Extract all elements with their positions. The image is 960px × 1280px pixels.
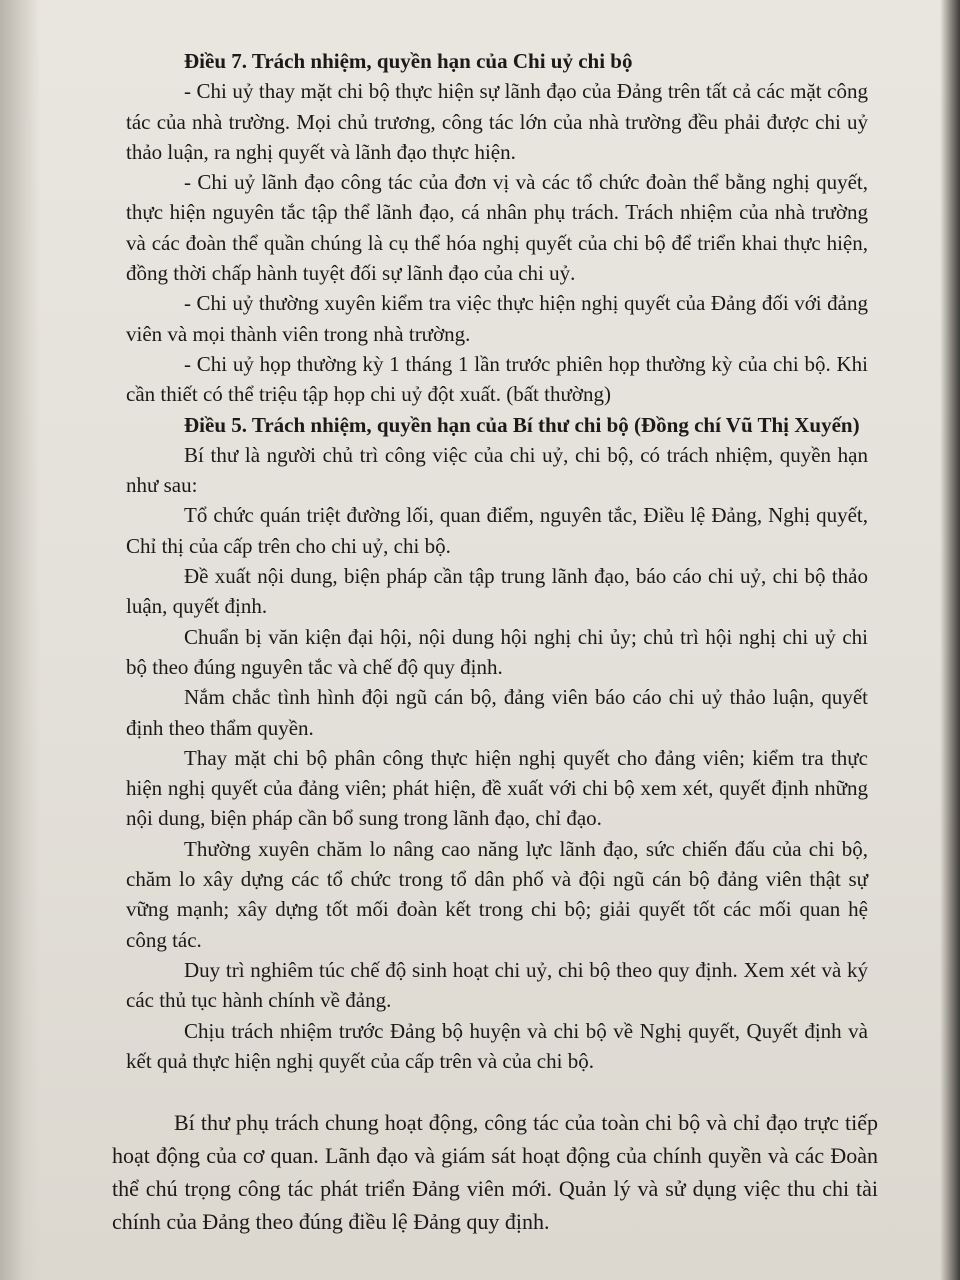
page-right-shadow bbox=[940, 0, 960, 1280]
article-7-item: - Chi uỷ thay mặt chi bộ thực hiện sự lãnh đạo của Đảng trên tất cả các mặt công tác của nhà trường. Mọi chủ trương, công tác lớn của nhà trường đều phải được chi uỷ thảo luận, ra nghị quyết và lãnh đạo thực hiện. bbox=[126, 79, 868, 164]
article-5-item: Chuẩn bị văn kiện đại hội, nội dung hội nghị chi ủy; chủ trì hội nghị chi uỷ chi bộ theo đúng nguyên tắc và chế độ quy định. bbox=[126, 624, 868, 679]
article-7-item: - Chi uỷ họp thường kỳ 1 tháng 1 lần trước phiên họp thường kỳ của chi bộ. Khi cần thiết có thể triệu tập họp chi uỷ đột xuất. (bất thường) bbox=[126, 351, 868, 407]
article-7-heading: Điều 7. Trách nhiệm, quyền hạn của Chi uỷ chi bộ bbox=[184, 49, 633, 73]
article-7-item: - Chi uỷ thường xuyên kiểm tra việc thực hiện nghị quyết của Đảng đối với đảng viên và mọi thành viên trong nhà trường. bbox=[126, 291, 868, 346]
article-5-item: Duy trì nghiêm túc chế độ sinh hoạt chi uỷ, chi bộ theo quy định. Xem xét và ký các thủ tục hành chính về đảng. bbox=[126, 957, 868, 1013]
article-5-intro: Bí thư là người chủ trì công việc của chi uỷ, chi bộ, có trách nhiệm, quyền hạn như sau: bbox=[126, 442, 868, 498]
article-5-item: Tổ chức quán triệt đường lối, quan điểm, nguyên tắc, Điều lệ Đảng, Nghị quyết, Chỉ thị của cấp trên cho chi uỷ, chi bộ. bbox=[126, 503, 868, 558]
document-body bbox=[126, 46, 868, 1076]
final-paragraph: Bí thư phụ trách chung hoạt động, công tác của toàn chi bộ và chỉ đạo trực tiếp hoạt động của cơ quan. Lãnh đạo và giám sát hoạt động của chính quyền và các Đoàn thể chú trọng công tác phát triển Đảng viên mới. Quản lý và sử dụng việc thu chi tài chính của Đảng theo đúng điều lệ Đảng quy định. bbox=[112, 1110, 878, 1234]
page-left-shadow bbox=[0, 0, 40, 1280]
article-7-item: - Chi uỷ lãnh đạo công tác của đơn vị và các tổ chức đoàn thể bằng nghị quyết, thực hiện nguyên tắc tập thể lãnh đạo, cá nhân phụ trách. Trách nhiệm của nhà trường và các đoàn thể quần chúng là cụ thể hóa nghị quyết của chi bộ để triển khai thực hiện, đồng thời chấp hành tuyệt đối sự lãnh đạo của chi uỷ. bbox=[126, 170, 868, 286]
article-5-item: Đề xuất nội dung, biện pháp cần tập trung lãnh đạo, báo cáo chi uỷ, chi bộ thảo luận, quyết định. bbox=[126, 564, 868, 619]
article-5-item: Chịu trách nhiệm trước Đảng bộ huyện và chi bộ về Nghị quyết, Quyết định và kết quả thực hiện nghị quyết của cấp trên và của chi bộ. bbox=[126, 1018, 868, 1073]
article-5-item: Thường xuyên chăm lo nâng cao năng lực lãnh đạo, sức chiến đấu của chi bộ, chăm lo xây dựng các tổ chức trong tổ dân phố và đội ngũ cán bộ đảng viên thật sự vững mạnh; xây dựng tốt mối đoàn kết trong chi bộ; giải quyết tốt các mối quan hệ công tác. bbox=[126, 836, 868, 952]
article-5-item: Nắm chắc tình hình đội ngũ cán bộ, đảng viên báo cáo chi uỷ thảo luận, quyết định theo thẩm quyền. bbox=[126, 685, 868, 740]
article-5-heading: Điều 5. Trách nhiệm, quyền hạn của Bí thư chi bộ (Đồng chí Vũ Thị Xuyến) bbox=[184, 412, 860, 437]
article-5-item: Thay mặt chi bộ phân công thực hiện nghị quyết cho đảng viên; kiểm tra thực hiện nghị quyết của đảng viên; phát hiện, đề xuất với chi bộ xem xét, quyết định những nội dung, biện pháp cần bổ sung trong lãnh đạo, chỉ đạo. bbox=[126, 745, 868, 831]
